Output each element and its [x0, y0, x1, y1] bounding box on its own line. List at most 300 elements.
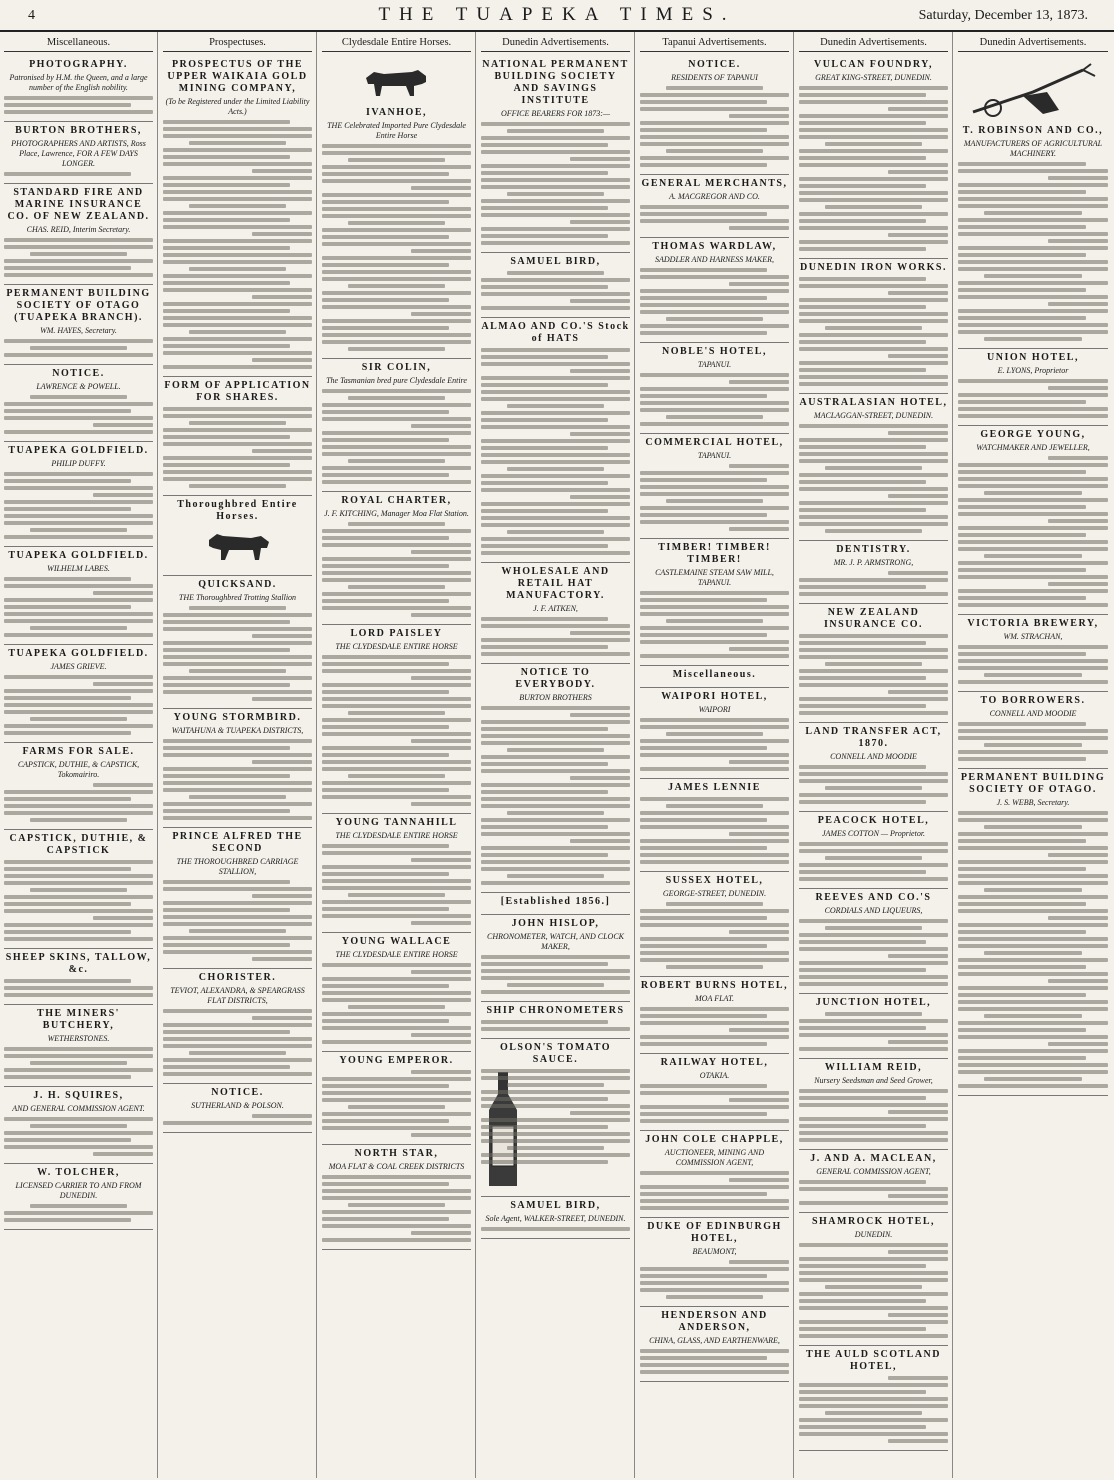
ad-subtitle: GENERAL COMMISSION AGENT, — [816, 1167, 931, 1176]
text-line — [799, 114, 948, 118]
text-line — [640, 310, 789, 314]
text-line — [984, 1077, 1082, 1081]
text-line — [958, 561, 1108, 565]
ad-title: WILLIAM REID, — [824, 1062, 923, 1073]
text-line — [322, 228, 471, 232]
text-line — [322, 753, 449, 757]
text-line — [799, 947, 948, 951]
text-line — [30, 1124, 127, 1128]
text-line — [958, 253, 1086, 257]
advertisement — [4, 547, 153, 645]
text-line — [640, 1363, 789, 1367]
text-line — [570, 713, 630, 717]
text-line — [411, 249, 471, 253]
text-line — [640, 909, 789, 913]
ad-subtitle: CAPSTICK, DUTHIE, & CAPSTICK, Tokomairiro. — [17, 760, 140, 779]
text-line — [481, 1118, 630, 1122]
text-line — [958, 965, 1086, 969]
ad-title: QUICKSAND. — [198, 579, 277, 590]
text-line — [958, 680, 1108, 684]
text-line — [163, 239, 312, 243]
text-line — [348, 459, 445, 463]
text-line — [799, 438, 948, 442]
text-line — [799, 1201, 948, 1205]
text-line — [163, 183, 290, 187]
advertisement — [4, 442, 153, 547]
text-line — [481, 762, 608, 766]
text-line — [30, 626, 127, 630]
advertisement — [799, 394, 948, 541]
text-line — [958, 477, 1108, 481]
text-line — [163, 1072, 312, 1076]
text-line — [481, 1020, 608, 1024]
advertisement — [640, 872, 789, 977]
text-line — [799, 1243, 948, 1247]
text-line — [481, 853, 608, 857]
ad-subtitle: WILHELM LABES. — [47, 564, 110, 573]
text-line — [958, 498, 1108, 502]
text-line — [4, 881, 153, 885]
text-line — [4, 472, 153, 476]
text-line — [30, 717, 127, 721]
ad-subtitle: SADDLER AND HARNESS MAKER, — [655, 255, 774, 264]
text-line — [570, 839, 630, 843]
text-line — [481, 790, 608, 794]
advertisement — [640, 238, 789, 343]
text-line — [252, 449, 312, 453]
text-line — [640, 626, 789, 630]
text-line — [322, 557, 471, 561]
advertisement — [481, 563, 630, 664]
text-line — [799, 704, 926, 708]
text-line — [4, 103, 131, 107]
text-line — [322, 872, 449, 876]
text-line — [163, 802, 312, 806]
ad-title: THE AULD SCOTLAND HOTEL, — [806, 1349, 941, 1372]
text-line — [640, 303, 789, 307]
text-line — [958, 183, 1108, 187]
text-line — [322, 445, 471, 449]
text-line — [348, 774, 445, 778]
text-line — [799, 191, 948, 195]
text-line — [163, 901, 312, 905]
advertisement — [481, 56, 630, 253]
text-line — [640, 605, 789, 609]
text-line — [163, 753, 312, 757]
text-line — [4, 110, 153, 114]
text-line — [163, 1037, 312, 1041]
text-line — [163, 316, 312, 320]
text-line — [958, 1035, 1108, 1039]
text-line — [570, 495, 630, 499]
text-line — [481, 122, 630, 126]
text-line — [799, 100, 948, 104]
text-line — [640, 818, 767, 822]
ad-title: [Established 1856.] — [500, 896, 611, 907]
text-line — [958, 260, 1108, 264]
text-line — [189, 421, 286, 425]
text-line — [640, 746, 767, 750]
horse-cut-icon — [195, 526, 281, 568]
text-line — [189, 669, 286, 673]
text-line — [411, 970, 471, 974]
ad-title: PRINCE ALFRED THE SECOND — [172, 831, 303, 854]
text-line — [481, 797, 630, 801]
text-line — [799, 247, 926, 251]
ad-title: PEACOCK HOTEL, — [817, 815, 930, 826]
text-line — [799, 1089, 948, 1093]
ad-title: DUKE OF EDINBURGH HOTEL, — [647, 1221, 782, 1244]
text-line — [4, 790, 153, 794]
text-line — [163, 176, 312, 180]
text-line — [93, 591, 153, 595]
text-line — [666, 149, 763, 153]
text-line — [640, 1007, 789, 1011]
text-line — [481, 185, 630, 189]
text-line — [4, 598, 153, 602]
advertisement — [799, 259, 948, 394]
text-line — [825, 466, 922, 470]
text-line — [799, 163, 948, 167]
text-line — [322, 1084, 449, 1088]
text-line — [799, 1418, 948, 1422]
text-line — [322, 788, 449, 792]
text-line — [640, 142, 789, 146]
text-line — [1048, 456, 1108, 460]
text-line — [799, 1292, 948, 1296]
text-line — [4, 605, 131, 609]
text-line — [570, 631, 630, 635]
advertisement — [322, 1145, 471, 1250]
text-line — [481, 804, 630, 808]
text-line — [163, 1058, 312, 1062]
ad-subtitle: GEORGE-STREET, DUNEDIN. — [662, 889, 767, 898]
text-line — [481, 544, 608, 548]
text-line — [666, 902, 763, 906]
text-line — [640, 107, 789, 111]
text-line — [93, 783, 153, 787]
advertisement — [163, 576, 312, 709]
text-line — [958, 937, 1108, 941]
text-line — [958, 811, 1108, 815]
text-line — [411, 802, 471, 806]
text-line — [984, 673, 1082, 677]
ad-title: SIR COLIN, — [361, 362, 432, 373]
ad-title: GENERAL MERCHANTS, — [641, 178, 788, 189]
text-line — [481, 706, 630, 710]
text-line — [640, 1084, 767, 1088]
text-line — [799, 347, 948, 351]
text-line — [799, 842, 948, 846]
text-line — [322, 333, 471, 337]
text-line — [799, 1397, 948, 1401]
column-1 — [0, 32, 158, 1478]
text-line — [799, 1306, 948, 1310]
text-line — [729, 114, 789, 118]
text-line — [799, 86, 948, 90]
text-line — [799, 793, 948, 797]
text-line — [984, 491, 1082, 495]
text-line — [799, 135, 948, 139]
text-line — [481, 523, 630, 527]
ad-subtitle: WAIPORI — [698, 705, 731, 714]
text-line — [640, 753, 789, 757]
text-line — [322, 536, 449, 540]
text-line — [825, 1012, 922, 1016]
text-line — [481, 348, 630, 352]
text-line — [799, 1103, 948, 1107]
text-line — [481, 446, 608, 450]
text-line — [729, 1098, 789, 1102]
advertisement — [4, 830, 153, 949]
text-line — [958, 1056, 1086, 1060]
text-line — [322, 340, 471, 344]
ad-subtitle: A. MACGREGOR AND CO. — [669, 192, 760, 201]
text-line — [4, 612, 153, 616]
text-line — [799, 128, 948, 132]
text-line — [189, 330, 286, 334]
text-line — [958, 839, 1086, 843]
text-line — [163, 1065, 290, 1069]
text-line — [30, 252, 127, 256]
text-line — [799, 368, 926, 372]
text-line — [640, 331, 767, 335]
ad-title: GEORGE YOUNG, — [980, 429, 1086, 440]
text-line — [252, 295, 312, 299]
advertisement — [640, 688, 789, 779]
text-line — [958, 575, 1108, 579]
text-line — [640, 1199, 789, 1203]
advertisement — [799, 541, 948, 604]
text-line — [570, 776, 630, 780]
ad-title: ALMAO AND CO.'S Stock of HATS — [481, 321, 630, 344]
advertisement — [640, 434, 789, 539]
advertisement — [481, 253, 630, 318]
advertisement — [958, 615, 1108, 692]
ad-subtitle: Sole Agent, WALKER-STREET, DUNEDIN. — [485, 1214, 626, 1223]
text-line — [984, 951, 1082, 955]
ad-subtitle: GREAT KING-STREET, DUNEDIN. — [815, 73, 932, 82]
text-line — [799, 121, 926, 125]
text-line — [322, 473, 449, 477]
text-line — [322, 571, 471, 575]
text-line — [163, 435, 290, 439]
ad-title: JOHN HISLOP, — [511, 918, 600, 929]
text-line — [666, 965, 763, 969]
text-line — [30, 346, 127, 350]
text-line — [481, 516, 630, 520]
text-line — [958, 162, 1086, 166]
text-line — [4, 874, 153, 878]
text-line — [958, 393, 1108, 397]
text-line — [4, 909, 153, 913]
text-line — [799, 968, 926, 972]
text-line — [163, 1030, 290, 1034]
text-line — [888, 431, 948, 435]
ad-subtitle: THE THOROUGHBRED CARRIAGE STALLION, — [176, 857, 299, 876]
text-line — [163, 788, 312, 792]
ad-title: NORTH STAR, — [354, 1148, 439, 1159]
ad-subtitle: LAWRENCE & POWELL. — [36, 382, 121, 391]
text-line — [481, 136, 630, 140]
text-line — [189, 267, 286, 271]
text-line — [322, 767, 471, 771]
text-line — [799, 298, 948, 302]
text-line — [888, 1313, 948, 1317]
text-line — [799, 1334, 948, 1338]
text-line — [799, 711, 948, 715]
text-line — [825, 786, 922, 790]
horse-cut-icon — [354, 62, 440, 104]
text-line — [640, 296, 767, 300]
text-line — [163, 683, 290, 687]
text-line — [4, 273, 153, 277]
text-line — [4, 500, 153, 504]
text-line — [799, 424, 948, 428]
text-line — [958, 169, 1108, 173]
text-line — [322, 200, 449, 204]
text-line — [481, 755, 630, 759]
column-heading: Clydesdale Entire Horses. — [322, 34, 471, 52]
text-line — [799, 1138, 948, 1142]
newspaper-columns — [0, 32, 1114, 1478]
text-line — [481, 1069, 630, 1073]
text-line — [411, 921, 471, 925]
text-line — [666, 732, 763, 736]
ad-subtitle: CONNELL AND MOODIE — [830, 752, 917, 761]
text-line — [958, 330, 1108, 334]
text-line — [4, 1068, 153, 1072]
text-line — [163, 908, 290, 912]
text-line — [252, 760, 312, 764]
text-line — [4, 1145, 153, 1149]
text-line — [252, 697, 312, 701]
text-line — [322, 1040, 471, 1044]
advertisement — [640, 1131, 789, 1218]
advertisement — [799, 56, 948, 259]
ad-subtitle: TAPANUI. — [697, 451, 732, 460]
ad-title: Thoroughbred Entire Horses. — [177, 499, 298, 522]
ad-title: SHAMROCK HOTEL, — [811, 1216, 936, 1227]
sauce-bottle-icon — [481, 1070, 525, 1190]
text-line — [958, 603, 1108, 607]
text-line — [958, 867, 1086, 871]
text-line — [322, 319, 471, 323]
text-line — [4, 986, 153, 990]
ad-subtitle: BEAUMONT, — [692, 1247, 737, 1256]
text-line — [4, 1117, 153, 1121]
text-line — [640, 1035, 789, 1039]
text-line — [958, 379, 1108, 383]
text-line — [322, 277, 471, 281]
text-line — [322, 403, 471, 407]
text-line — [729, 282, 789, 286]
text-line — [570, 157, 630, 161]
text-line — [729, 380, 789, 384]
text-line — [481, 285, 608, 289]
text-line — [348, 158, 445, 162]
ad-title: VICTORIA BREWERY, — [967, 618, 1099, 629]
ad-title: UNION HOTEL, — [987, 352, 1079, 363]
text-line — [411, 424, 471, 428]
text-line — [322, 305, 471, 309]
text-line — [4, 577, 131, 581]
text-line — [958, 288, 1086, 292]
text-line — [481, 537, 630, 541]
ad-subtitle: WATCHMAKER AND JEWELLER, — [976, 443, 1090, 452]
ad-title: SHEEP SKINS, TALLOW, &c. — [5, 952, 152, 975]
text-line — [322, 732, 471, 736]
text-line — [640, 324, 789, 328]
text-line — [640, 373, 789, 377]
text-line — [481, 164, 630, 168]
text-line — [322, 900, 471, 904]
ad-title: SAMUEL BIRD, — [510, 256, 601, 267]
text-line — [958, 414, 1108, 418]
text-line — [984, 274, 1082, 278]
advertisement — [163, 56, 312, 377]
text-line — [507, 530, 604, 534]
text-line — [799, 1390, 926, 1394]
ad-title: T. ROBINSON AND CO., — [962, 125, 1104, 136]
text-line — [4, 245, 153, 249]
advertisement — [799, 1346, 948, 1451]
text-line — [640, 1171, 789, 1175]
text-line — [958, 225, 1086, 229]
ad-title: JOHN COLE CHAPPLE, — [645, 1134, 784, 1145]
text-line — [888, 1376, 948, 1380]
text-line — [30, 818, 127, 822]
ad-title: NOTICE TO EVERYBODY. — [515, 667, 596, 690]
text-line — [799, 1117, 948, 1121]
text-line — [1048, 302, 1108, 306]
text-line — [825, 326, 922, 330]
text-line — [799, 277, 926, 281]
text-line — [640, 916, 767, 920]
text-line — [163, 309, 290, 313]
text-line — [322, 1026, 471, 1030]
text-line — [640, 846, 767, 850]
text-line — [888, 354, 948, 358]
text-line — [799, 578, 948, 582]
text-line — [481, 234, 608, 238]
text-line — [411, 676, 471, 680]
text-line — [481, 383, 608, 387]
text-line — [163, 816, 312, 820]
text-line — [4, 724, 153, 728]
text-line — [799, 940, 926, 944]
ad-subtitle: MR. J. P. ARMSTRONG, — [833, 558, 914, 567]
ad-title: REEVES AND CO.'S — [815, 892, 932, 903]
text-line — [729, 527, 789, 531]
text-line — [163, 1023, 312, 1027]
text-line — [322, 606, 471, 610]
advertisement — [799, 889, 948, 994]
text-line — [481, 638, 630, 642]
text-line — [958, 309, 1108, 313]
text-line — [163, 880, 290, 884]
advertisement — [322, 1052, 471, 1145]
text-line — [1048, 916, 1108, 920]
advertisement — [322, 625, 471, 814]
text-line — [163, 288, 312, 292]
text-line — [729, 930, 789, 934]
text-line — [799, 1264, 926, 1268]
text-line — [411, 186, 471, 190]
text-line — [640, 944, 767, 948]
text-line — [799, 1096, 926, 1100]
text-line — [322, 704, 471, 708]
